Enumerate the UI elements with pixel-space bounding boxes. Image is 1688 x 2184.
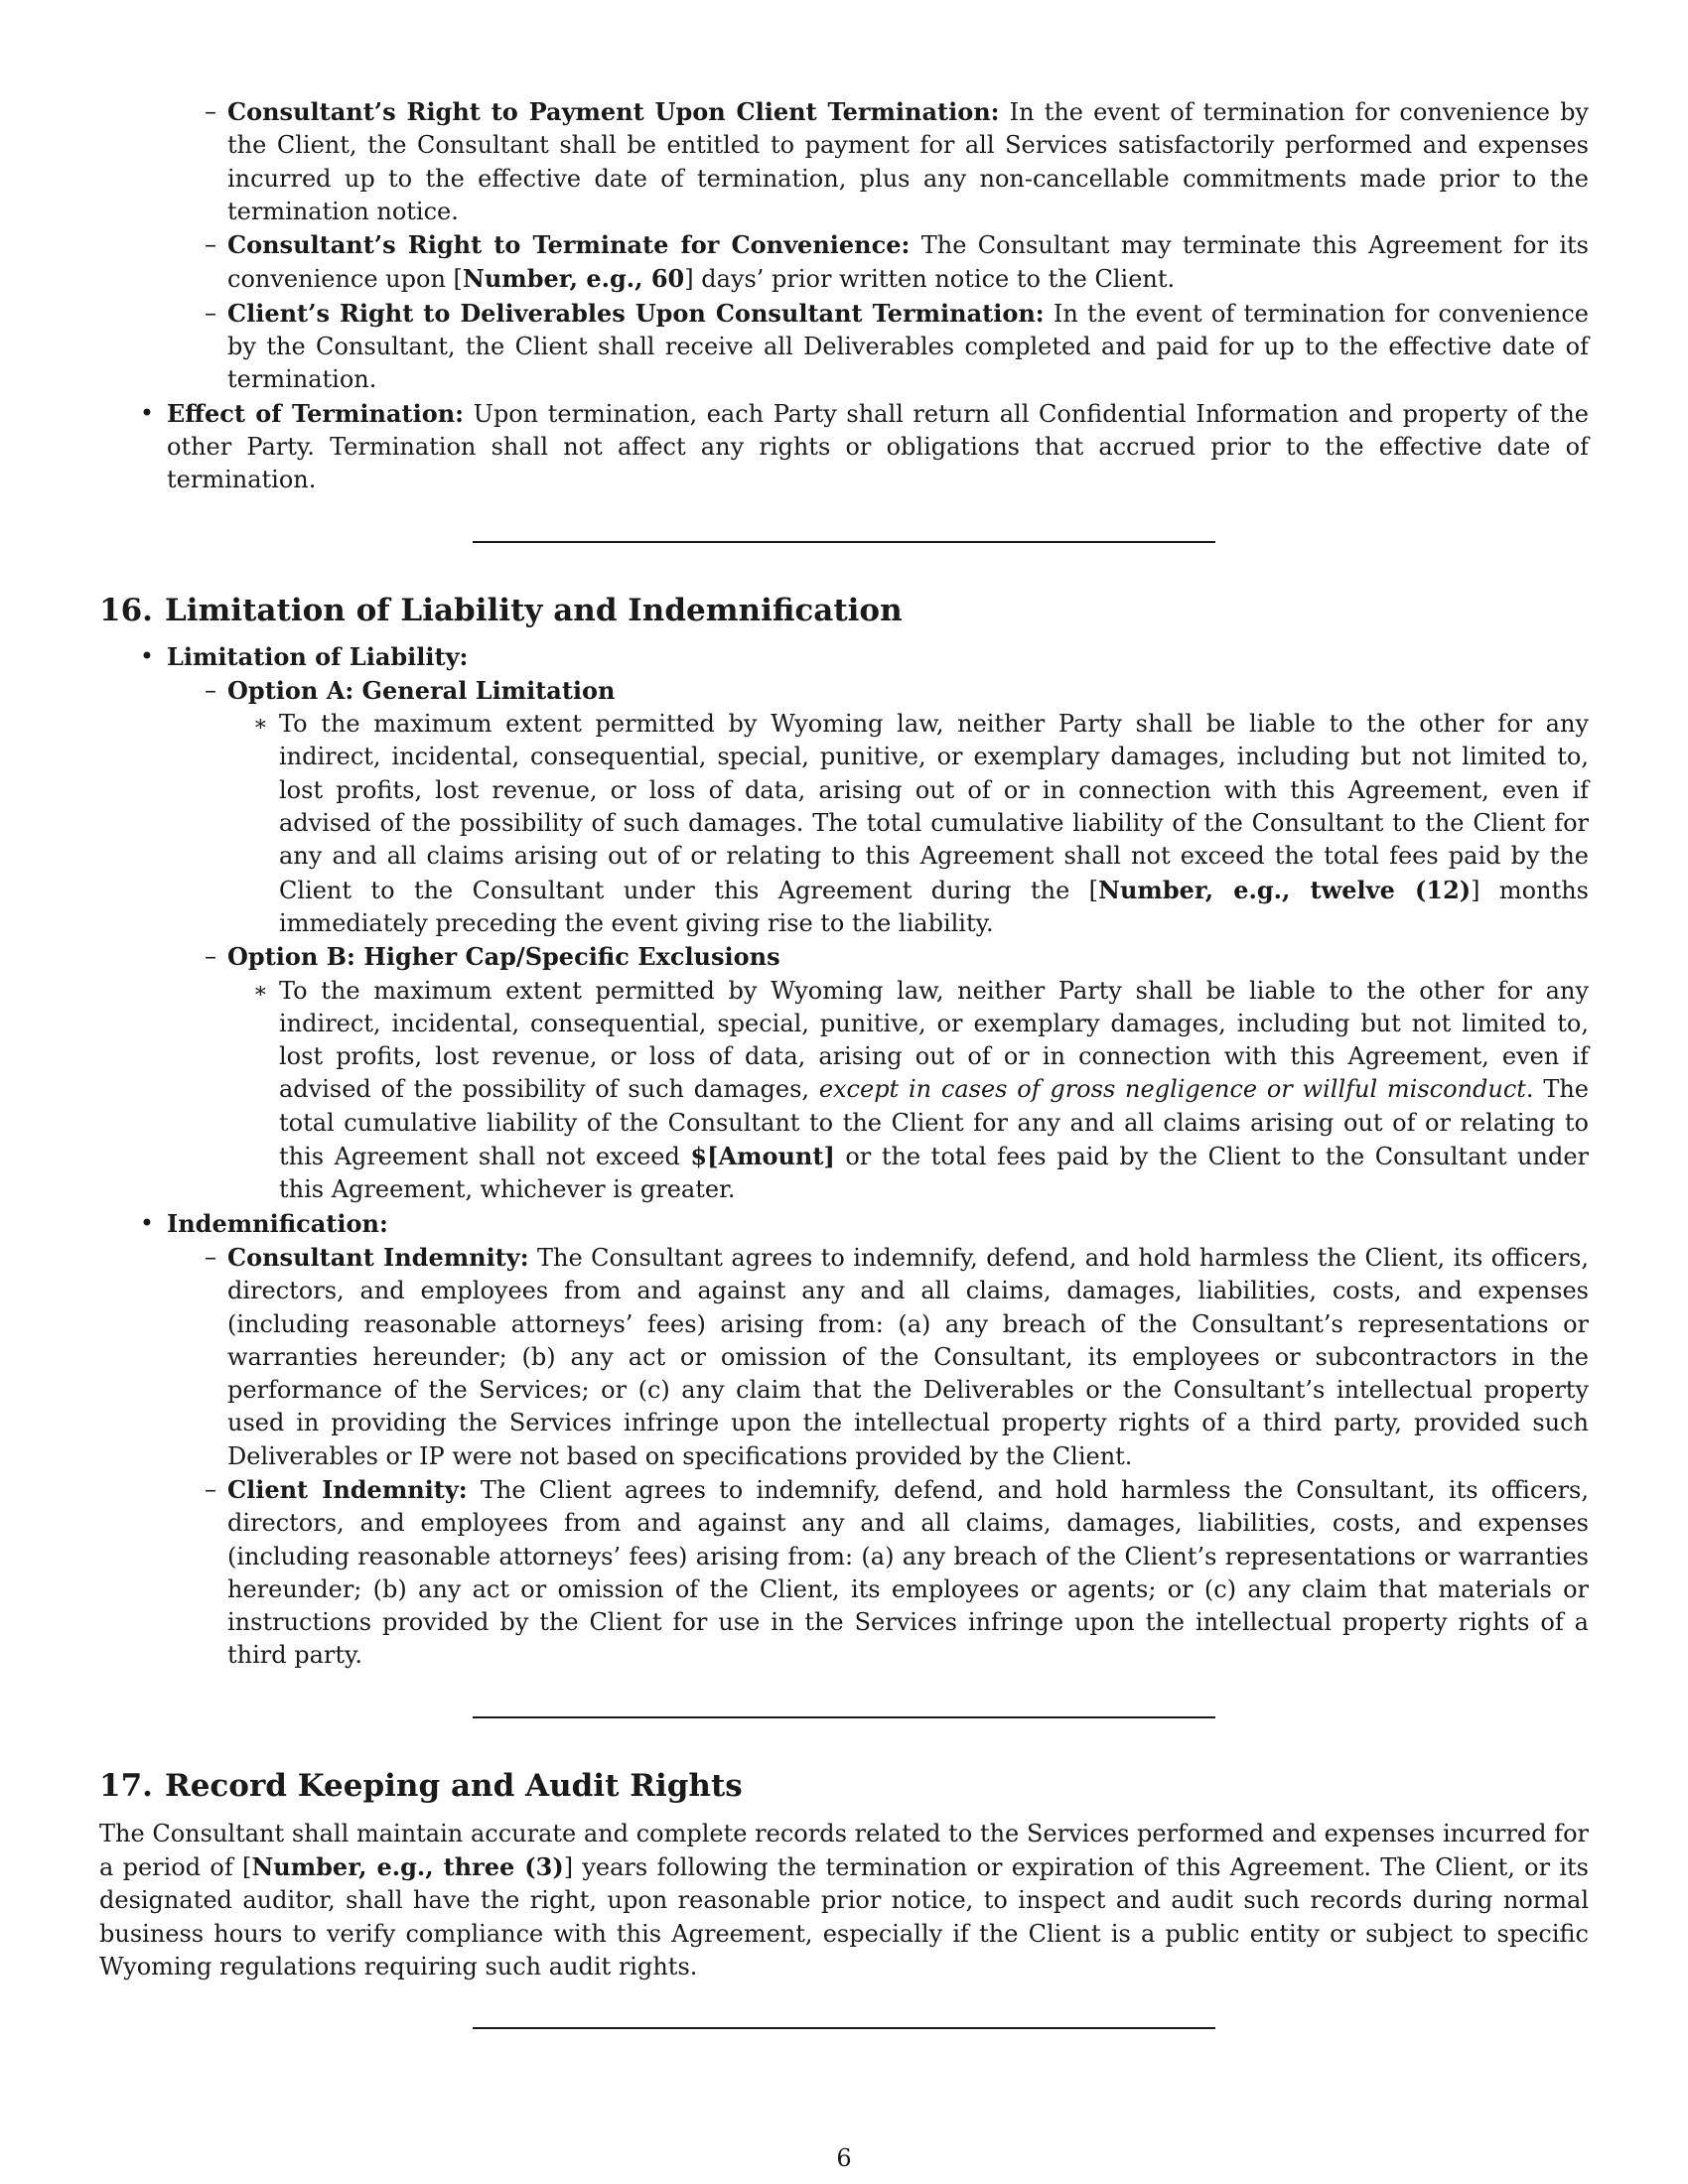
item-title: Consultant’s Right to Payment Upon Client Termination:	[227, 97, 1000, 126]
item-text: The Consultant may terminate this Agreement for its convenience upon [	[227, 231, 1589, 294]
item-text: In the event of termination for convenience by the Consultant, the Client shall receive all Deliverables completed and paid for up to the effective date of termination.	[227, 299, 1590, 394]
dash-marker: –	[205, 298, 216, 327]
placeholder-text: Number, e.g., three (3)	[251, 1852, 564, 1882]
consultant-terminate-item	[99, 228, 1589, 297]
client-indemnity-item	[99, 1473, 1589, 1673]
paragraph-text: The Consultant shall maintain accurate and complete records related to the Services performed and expenses incurred for a period of [	[99, 1819, 1589, 1882]
item-title: Consultant Indemnity:	[227, 1242, 529, 1272]
dash-marker: –	[205, 230, 216, 259]
section-title: Record Keeping and Audit Rights	[164, 1767, 743, 1804]
item-text: ] days’ prior written notice to the Client.	[684, 265, 1176, 294]
clause-text: . The total cumulative liability of the Consultant to the Client for any and all claims arising out of or relating to this Agreement shall not exceed	[279, 1075, 1589, 1171]
option-b-item	[99, 940, 1589, 974]
section-title: Limitation of Liability and Indemnification	[164, 592, 903, 628]
item-text: The Client agrees to indemnify, defend, and hold harmless the Consultant, its officers, directors, and employees from and against any and all claims, damages, liabilities, costs, and expenses (including reasonable attorneys’ fees) arising from: (a) any breach of the Client’s representations or warranties hereunder; (b) any act or omission of the Client, its employees or agents; or (c) any claim that materials or instructions provided by the Client for use in the Services infringe upon the intellectual property rights of a third party.	[227, 1475, 1589, 1670]
item-title: Limitation of Liability:	[167, 641, 469, 671]
page-number: 6	[836, 2144, 852, 2172]
placeholder-text: Number, e.g., 60	[462, 264, 685, 294]
item-title: Indemnification:	[167, 1208, 388, 1238]
consultant-indemnity-item	[99, 1241, 1589, 1473]
limitation-of-liability-item	[99, 640, 1589, 674]
section-number: 16.	[99, 592, 153, 628]
clause-text: ] months immediately preceding the event giving rise to the liability.	[279, 876, 1589, 937]
section-16-heading	[99, 591, 1589, 630]
dash-marker: –	[205, 97, 216, 125]
bullet-marker: •	[139, 1208, 154, 1237]
placeholder-text: Number, e.g., twelve (12)	[1098, 875, 1472, 904]
bullet-marker: •	[139, 641, 154, 670]
paragraph-text: ] years following the termination or expiration of this Agreement. The Client, or its designated auditor, shall have the right, upon reasonable prior notice, to inspect and audit such records during normal business hours to verify compliance with this Agreement, especially if the Client is a public entity or subject to specific Wyoming regulations requiring such audit rights.	[99, 1853, 1589, 1980]
dash-marker: –	[205, 1474, 216, 1503]
option-a-item	[99, 674, 1589, 708]
section-17-paragraph	[99, 1818, 1589, 1983]
item-title: Client Indemnity:	[227, 1474, 468, 1504]
asterisk-marker: ∗	[253, 978, 268, 1004]
asterisk-marker: ∗	[253, 712, 268, 738]
section-number: 17.	[99, 1767, 153, 1804]
item-title: Consultant’s Right to Terminate for Convenience:	[227, 230, 911, 260]
italic-exception: except in cases of gross negligence or willful misconduct	[818, 1075, 1526, 1104]
amount-placeholder: $[Amount]	[690, 1142, 835, 1171]
option-b-text	[99, 975, 1589, 1207]
indemnification-item	[99, 1207, 1589, 1241]
section-17-heading	[99, 1766, 1589, 1806]
client-deliverables-item	[99, 297, 1589, 397]
dash-marker: –	[205, 1242, 216, 1271]
clause-text: or the total fees paid by the Client to the Consultant under this Agreement, whichever is greater.	[279, 1143, 1589, 1204]
item-title: Client’s Right to Deliverables Upon Consultant Termination:	[227, 298, 1045, 328]
option-a-text	[99, 708, 1589, 940]
dash-marker: –	[205, 942, 216, 971]
clause-text: To the maximum extent permitted by Wyoming law, neither Party shall be liable to the other for any indirect, incidental, consequential, special, punitive, or exemplary damages, including but not limited to, lost profits, lost revenue, or loss of data, arising out of or in connection with this Agreement, even if advised of the possibility of such damages,	[279, 976, 1589, 1104]
option-title: Option A: General Limitation	[227, 675, 616, 705]
item-text: Upon termination, each Party shall return all Confidential Information and property of the other Party. Termination shall not affect any rights or obligations that accrued prior to the effective date of termination.	[167, 399, 1589, 494]
bullet-marker: •	[139, 398, 154, 427]
effect-of-termination-item	[99, 397, 1589, 497]
item-title: Effect of Termination:	[167, 398, 465, 428]
clause-text: To the maximum extent permitted by Wyoming law, neither Party shall be liable to the other for any indirect, incidental, consequential, special, punitive, or exemplary damages, including but not limited to, lost profits, lost revenue, or loss of data, arising out of or in connection with this Agreement, even if advised of the possibility of such damages. The total cumulative liability of the Consultant to the Client for any and all claims arising out of or relating to this Agreement shall not exceed the total fees paid by the Client to the Consultant under this Agreement during the [	[279, 710, 1589, 904]
item-text: In the event of termination for convenience by the Client, the Consultant shall be entitled to payment for all Services satisfactorily performed and expenses incurred up to the effective date of termination, plus any non-cancellable commitments made prior to the termination notice.	[227, 98, 1589, 225]
option-title: Option B: Higher Cap/Specific Exclusions	[227, 942, 780, 972]
consultant-payment-item	[99, 95, 1589, 228]
document-content	[99, 95, 1589, 2029]
dash-marker: –	[205, 675, 216, 704]
section-divider	[473, 2027, 1215, 2029]
item-text: The Consultant agrees to indemnify, defend, and hold harmless the Client, its officers, directors, and employees from and against any and all claims, damages, liabilities, costs, and expenses (including reasonable attorneys’ fees) arising from: (a) any breach of the Consultant’s representations or warranties hereunder; (b) any act or omission of the Consultant, its employees or subcontractors in the performance of the Services; or (c) any claim that the Deliverables or the Consultant’s intellectual property used in providing the Services infringe upon the intellectual property rights of a third party, provided such Deliverables or IP were not based on specifications provided by the Client.	[227, 1243, 1589, 1470]
